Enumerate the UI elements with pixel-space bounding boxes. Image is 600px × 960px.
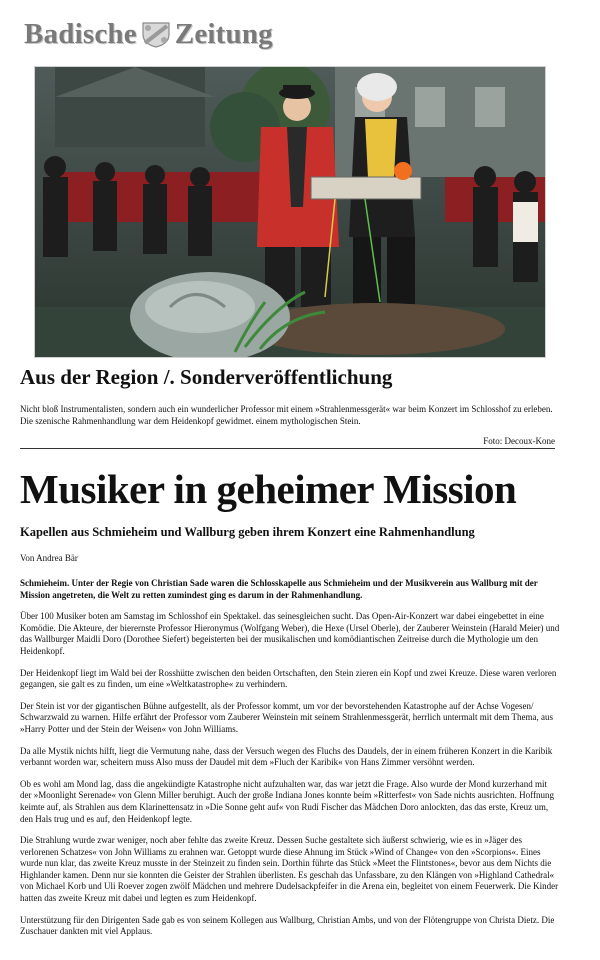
article-headline: Musiker in geheimer Mission [20,466,517,512]
lead-paragraph: Schmieheim. Unter der Regie von Christian Sade waren die Schlosskapelle aus Schmieheim und der Musikverein aus Wallburg mit der Mission angetreten, die Welt zu retten zumindest ging es darum in der Rahmenhandlung. [20,578,538,600]
masthead-logo [24,14,273,54]
body-paragraph: Ob es wohl am Mond lag, dass die angekündigte Katastrophe nicht aufzuhalten war, das war jetzt die Frage. Also wurde der Mond kurzerhand mit der »Moonlight Serenade« von Glenn Miller beruhigt. Auch der große Indiana Jones konnte beim »Ritterfest« von Sade nichts ausrichten. Hoffnung keimte auf, als Strahlen aus dem Klarinettensatz in »Die Sonne geht auf« von Rudi Fischer das Mädchen Doro anlockten, das das erste, Kreuz um, den Hals trug und es auf, den Heidenkopf legte. [20,778,554,824]
masthead-name-part1: Badische [24,17,137,50]
body-paragraph: Über 100 Musiker boten am Samstag im Schlosshof ein Spektakel. das seinesgleichen sucht. Das Open-Air-Konzert war dabei eingebettet in eine Komödie. Die Akteure, der bierernste Professor Hieronymus (Wolfgang Weber), die Hexe (Ursel Oberle), der Zauberer Weinstein (Harald Meier) und das Wallburger Maidli Doro (Dorothee Siefert) begeisterten bei der musikalischen und komödiantischen Zeitreise durch die Mythologie um den Heidenkopf. [20,611,560,656]
article-subheadline: Kapellen aus Schmieheim und Wallburg geben ihrem Konzert eine Rahmenhandlung [20,525,475,539]
concert-photo [34,66,546,358]
body-paragraph: Der Heidenkopf liegt im Wald bei der Rosshütte zwischen den beiden Ortschaften, den Stein zieren ein Kopf und zwei Kreuze. Diese waren verloren gegangen, sie galt es zu finden, um eine »Weltkatastrophe« zu verhindern. [20,667,557,690]
body-paragraph: Der Stein ist vor der gigantischen Bühne aufgestellt, als der Professor kommt, um vor der bevorstehenden Katastrophe auf der Achse Vogesen/ Schwarzwald zu warnen. Hilfe erfährt der Professor vom Zauberer Weinstein mit seinem Strahlenmessgerät, herrlich untermalt mit dem Thema, aus »Harry Potter und der Stein der Weisen« von John Williams. [20,700,554,734]
photo-caption: Nicht bloß Instrumentalisten, sondern auch ein wunderlicher Professor mit einem »Strahlenmessgerät« war beim Konzert im Schlosshof zu erleben. Die szenische Rahmenhandlung war dem Heidenkopf gewidmet. einem mythologischen Stein. [20,404,553,426]
body-paragraph: Die Strahlung wurde zwar weniger, noch aber fehlte das zweite Kreuz. Dessen Suche gestaltete sich äußerst schwierig, wie es in »Jäger des verlorenen Schatzes« von John Williams zu erahnen war. Getoppt wurde diese Ahnung im Stück »Wind of Change« von den »Scorpions«. Eines wurde nun klar, das zweite Kreuz musste in der Steinzeit zu finden sein. Dorthin führte das Stück »Meet the Flintstones«, bevor aus dem Nichts die Highlander kamen. Denn nur sie konnten die Geister der Strahlen überlisten. Es geschah das Unfassbare, zu den Klängen von »Highland Cathedral« von Michael Korb und Uli Roever zogen zwölf Mädchen und mehrere Dudelsackpfeifer in die Arena ein, begleitet von einem Feuerwerk. Die Kinder hatten das zweite Kreuz mit dabei und legten es zum Heidenkopf. [20,835,559,904]
masthead-name-part2: Zeitung [174,17,273,50]
divider [20,448,555,449]
body-paragraph: Da alle Mystik nichts hilft, liegt die Vermutung nahe, dass der Versuch wegen des Fluchs des Daudels, der in einem früheren Konzert in die Karibik verbannt worden war, scheitern muss Also muss der Daudel mit dem »Fluch der Karibik« von Hans Zimmer versöhnt werden. [20,745,553,768]
body-paragraph: Unterstützung für den Dirigenten Sade gab es von seinem Kollegen aus Wallburg, Christian Ambs, und von der Flötengruppe von Christa Dietz. Die Zuschauer dankten mit viel Applaus. [20,914,555,937]
article-body [20,578,560,948]
coat-of-arms-icon [139,19,173,49]
photo-credit: Foto: Decoux-Kone [483,436,555,446]
kicker-heading: Aus der Region /. Sonderveröffentlichung [20,365,393,389]
byline: Von Andrea Bär [20,553,78,563]
